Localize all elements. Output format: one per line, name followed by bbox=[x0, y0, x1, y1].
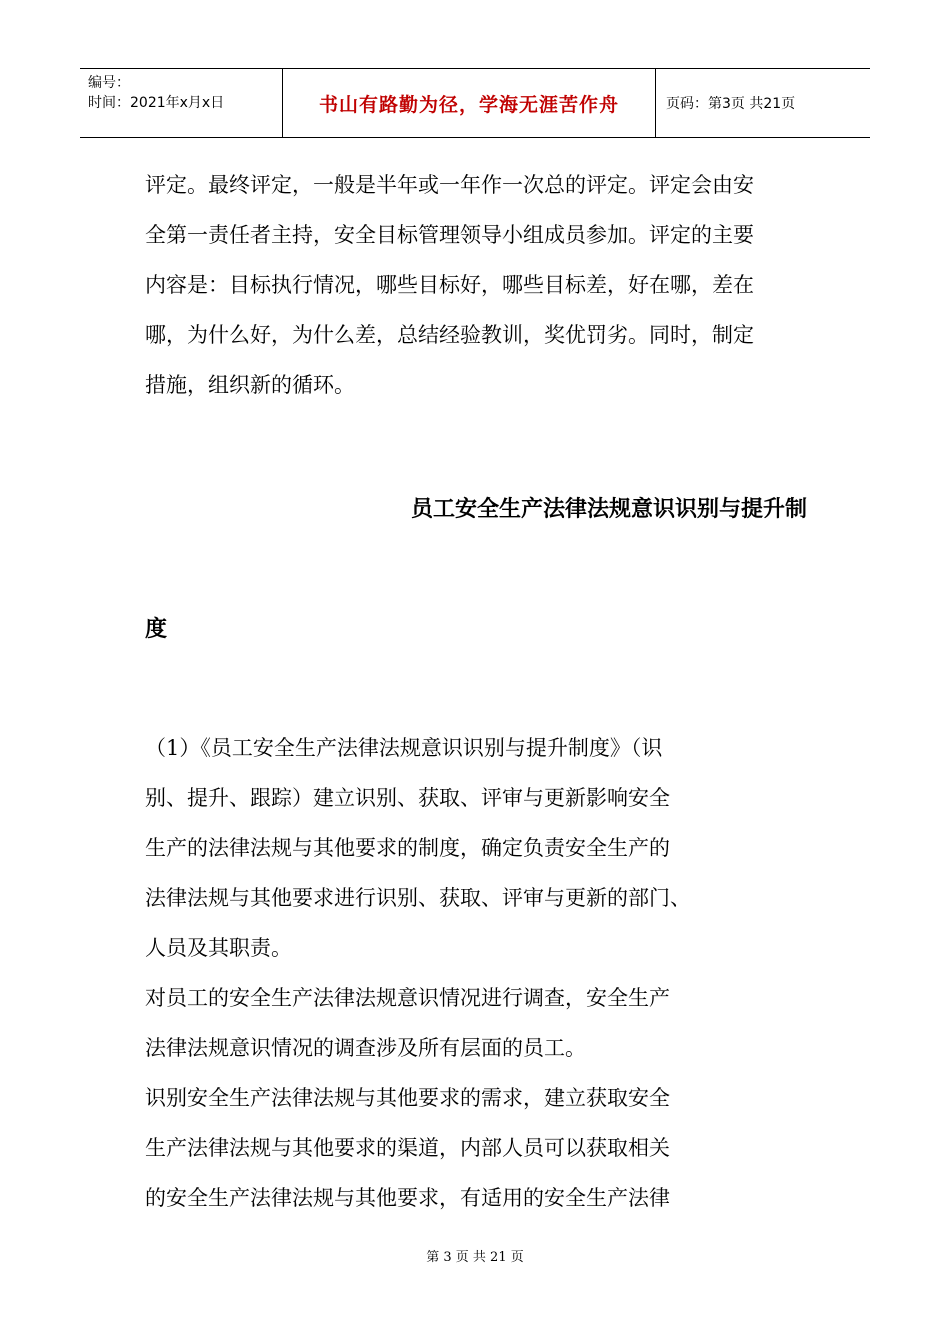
text-line: 生产法律法规与其他要求的渠道，内部人员可以获取相关 bbox=[145, 1136, 670, 1160]
text-line: 哪，为什么好，为什么差，总结经验教训，奖优罚劣。同时，制定 bbox=[145, 323, 754, 347]
document-number-label: 编号： bbox=[88, 75, 130, 91]
section-title: 员工安全生产法律法规意识识别与提升制 bbox=[410, 497, 807, 522]
text-line: 的安全生产法律法规与其他要求，有适用的安全生产法律 bbox=[145, 1186, 670, 1210]
text-line: 措施，组织新的循环。 bbox=[145, 373, 355, 397]
document-date: 时间：2021年x月x日 bbox=[88, 95, 225, 111]
intro-paragraph bbox=[145, 160, 807, 410]
text-line: （1）《员工安全生产法律法规意识识别与提升制度》（识 bbox=[145, 736, 663, 760]
section-body bbox=[145, 723, 810, 1223]
header-meta bbox=[80, 69, 283, 137]
text-line: 对员工的安全生产法律法规意识情况进行调查，安全生产 bbox=[145, 986, 670, 1010]
text-line: 法律法规与其他要求进行识别、获取、评审与更新的部门、 bbox=[145, 886, 691, 910]
text-line: 别、提升、跟踪）建立识别、获取、评审与更新影响安全 bbox=[145, 786, 670, 810]
header-motto: 书山有路勤为径，学海无涯苦作舟 bbox=[283, 69, 656, 137]
text-line: 全第一责任者主持，安全目标管理领导小组成员参加。评定的主要 bbox=[145, 223, 754, 247]
text-line: 识别安全生产法律法规与其他要求的需求，建立获取安全 bbox=[145, 1086, 670, 1110]
page-header bbox=[80, 68, 870, 138]
text-line: 评定。最终评定，一般是半年或一年作一次总的评定。评定会由安 bbox=[145, 173, 754, 197]
text-line: 法律法规意识情况的调查涉及所有层面的员工。 bbox=[145, 1036, 586, 1060]
section-title-continued: 度 bbox=[145, 617, 168, 642]
page-footer: 第 3 页 共 21 页 bbox=[426, 1250, 524, 1265]
header-page-info: 页码：第3页 共21页 bbox=[666, 96, 796, 112]
text-line: 内容是：目标执行情况，哪些目标好，哪些目标差，好在哪，差在 bbox=[145, 273, 754, 297]
text-line: 生产的法律法规与其他要求的制度，确定负责安全生产的 bbox=[145, 836, 670, 860]
text-line: 人员及其职责。 bbox=[145, 936, 292, 960]
